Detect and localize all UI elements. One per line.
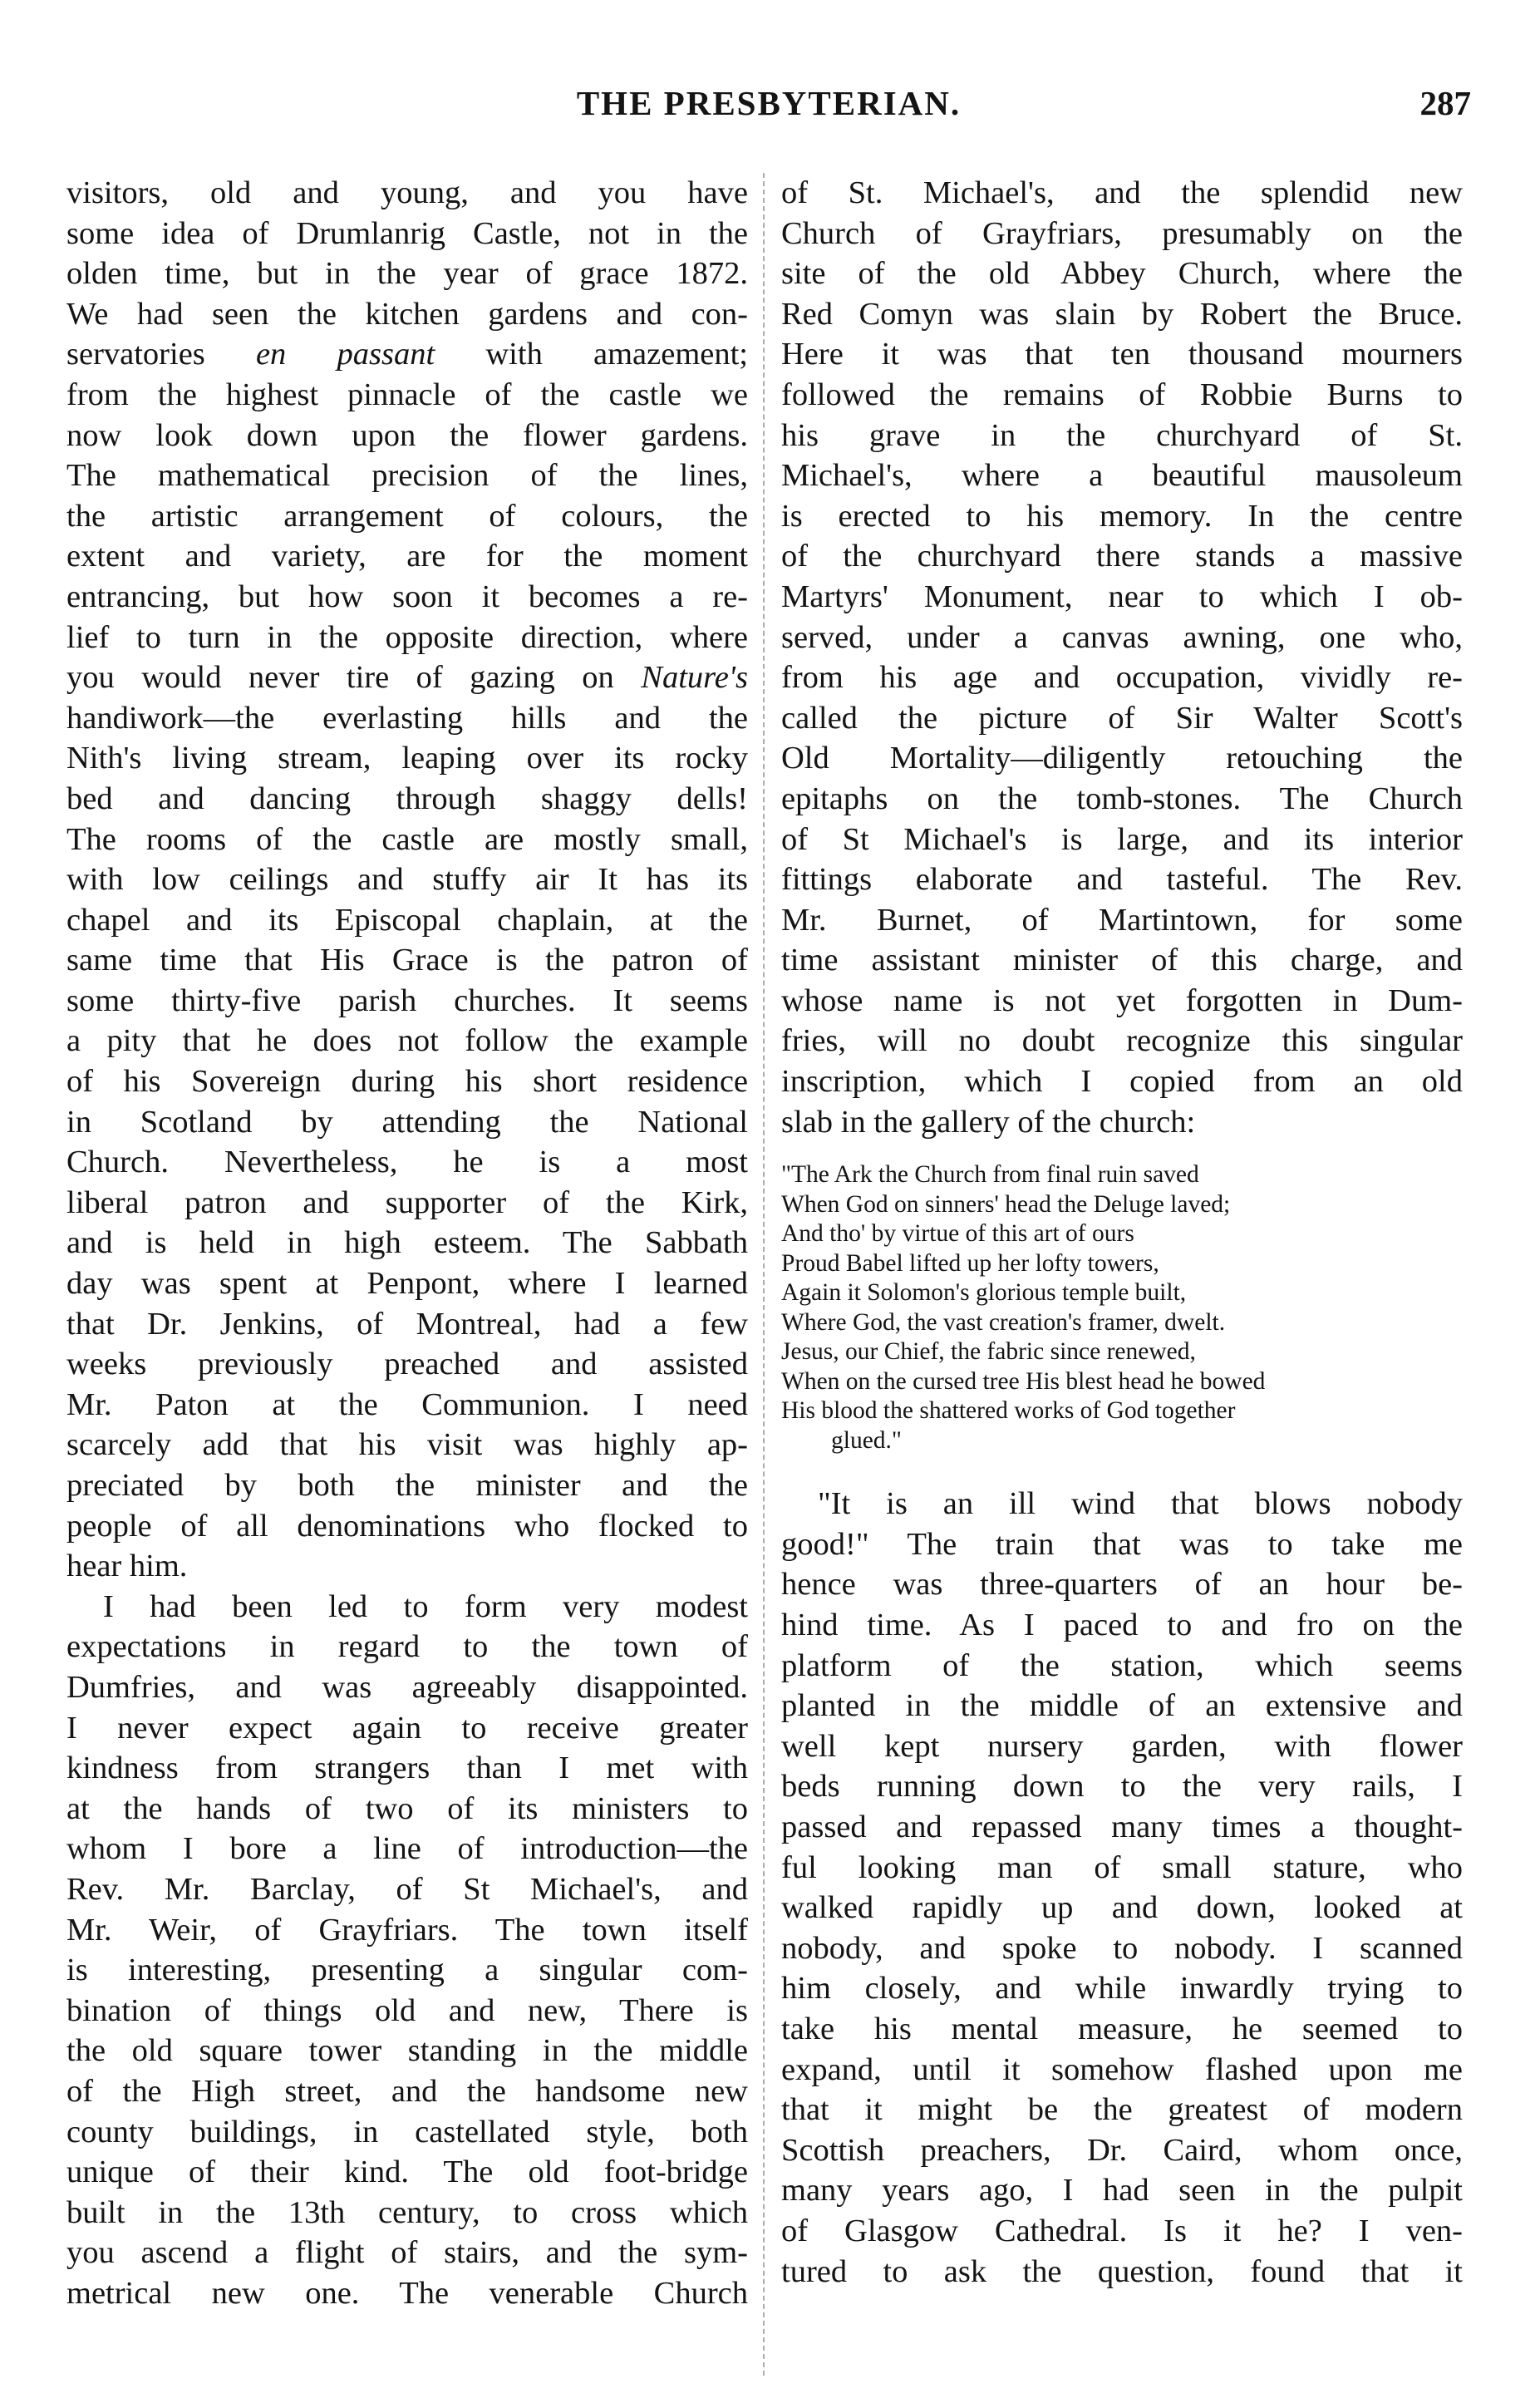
text-line: I had been led to form very modest	[103, 1588, 748, 1624]
text-line: kindness from strangers than I met with	[66, 1751, 748, 1786]
verse-line: When on the cursed tree His blest head he bowed	[781, 1367, 1266, 1395]
text-line: some thirty-five parish churches. It seems	[66, 982, 748, 1018]
verse-line: glued."	[831, 1426, 902, 1454]
text-line: Mr. Paton at the Communion. I need	[66, 1386, 748, 1422]
text-line: people of all denominations who flocked to	[66, 1508, 748, 1544]
text-line: Old Mortality—diligently retouching the	[781, 741, 1463, 776]
text-line: extent and variety, are for the moment	[66, 539, 748, 574]
text-line: scarcely add that his visit was highly ap-	[66, 1427, 748, 1463]
text-line: of his Sovereign during his short residence	[66, 1064, 748, 1100]
text-line: We had seen the kitchen gardens and con-	[66, 296, 748, 332]
text-line: Church. Nevertheless, he is a most	[66, 1145, 748, 1180]
text-line: I never expect again to receive greater	[66, 1710, 748, 1746]
text-line: whose name is not yet forgotten in Dum-	[781, 982, 1463, 1018]
right-column	[781, 173, 1463, 2292]
text-line: The mathematical precision of the lines,	[66, 458, 748, 494]
text-line: is interesting, presenting a singular com-	[66, 1952, 748, 1988]
text-line: a pity that he does not follow the example	[66, 1023, 748, 1059]
text-line: the artistic arrangement of colours, the	[66, 498, 748, 534]
text-line: day was spent at Penpont, where I learned	[66, 1266, 748, 1302]
emphasis: en passant	[255, 337, 435, 372]
text-line: Scottish preachers, Dr. Caird, whom once,	[781, 2132, 1463, 2168]
verse-line: Where God, the vast creation's framer, dwelt.	[781, 1308, 1226, 1336]
text-line: well kept nursery garden, with flower	[781, 1728, 1463, 1764]
text-line: Nith's living stream, leaping over its rocky	[66, 741, 748, 776]
text-line: the old square tower standing in the middle	[66, 2033, 748, 2069]
text-line: of Glasgow Cathedral. Is it he? I ven-	[781, 2213, 1463, 2248]
text-line: hear him.	[66, 1549, 188, 1584]
verse-line: His blood the shattered works of God together	[781, 1397, 1236, 1425]
text-line: Here it was that ten thousand mourners	[781, 337, 1463, 372]
text-line: some idea of Drumlanrig Castle, not in the	[66, 215, 748, 251]
page-number: 287	[1419, 84, 1471, 122]
text-line: from the highest pinnacle of the castle we	[66, 377, 748, 412]
running-title: THE PRESBYTERIAN.	[576, 84, 962, 122]
text-line: fries, will no doubt recognize this singular	[781, 1023, 1463, 1059]
text-line: now look down upon the flower gardens.	[66, 417, 748, 453]
text-line: followed the remains of Robbie Burns to	[781, 377, 1463, 412]
text-line: you ascend a flight of stairs, and the sym-	[66, 2235, 748, 2271]
text-line: Rev. Mr. Barclay, of St Michael's, and	[66, 1871, 748, 1907]
text-line: nobody, and spoke to nobody. I scanned	[781, 1930, 1463, 1966]
left-column	[66, 173, 748, 2313]
text-line: Mr. Weir, of Grayfriars. The town itself	[66, 1912, 748, 1948]
text-line: unique of their kind. The old foot-bridge	[66, 2154, 748, 2190]
text-line: of the churchyard there stands a massive	[781, 539, 1463, 574]
text-line: olden time, but in the year of grace 1872.	[66, 256, 748, 292]
text-line: epitaphs on the tomb-stones. The Church	[781, 781, 1463, 816]
text-line: weeks previously preached and assisted	[66, 1347, 748, 1382]
verse-line: And tho' by virtue of this art of ours	[781, 1220, 1134, 1248]
text-line: of St Michael's is large, and its interior	[781, 821, 1463, 857]
text-line: preciated by both the minister and the	[66, 1468, 748, 1503]
text-line: whom I bore a line of introduction—the	[66, 1831, 748, 1867]
emphasis: Nature's	[641, 660, 748, 696]
verse-quotation	[781, 1160, 1463, 1455]
text-line: The rooms of the castle are mostly small,	[66, 821, 748, 857]
text-line: that Dr. Jenkins, of Montreal, had a few	[66, 1306, 748, 1342]
text-line: lief to turn in the opposite direction, where	[66, 619, 748, 655]
text-line: at the hands of two of its ministers to	[66, 1790, 748, 1826]
text-line: bination of things old and new, There is	[66, 1992, 748, 2028]
text-line: county buildings, in castellated style, both	[66, 2114, 748, 2149]
text-line: tured to ask the question, found that it	[781, 2253, 1463, 2289]
text-line: planted in the middle of an extensive and	[781, 1688, 1463, 1724]
text-line: expectations in regard to the town of	[66, 1629, 748, 1665]
text-line: Martyrs' Monument, near to which I ob-	[781, 579, 1463, 614]
verse-line: Proud Babel lifted up her lofty towers,	[781, 1249, 1159, 1277]
text-line: entrancing, but how soon it becomes a re-	[66, 579, 748, 614]
page	[66, 83, 1471, 2377]
text-line: Church of Grayfriars, presumably on the	[781, 215, 1463, 251]
text-line: with low ceilings and stuffy air It has its	[66, 862, 748, 898]
text-line: take his mental measure, he seemed to	[781, 2011, 1463, 2046]
text-line: and is held in high esteem. The Sabbath	[66, 1225, 748, 1261]
text-line: passed and repassed many times a thought-	[781, 1810, 1463, 1844]
text-line: built in the 13th century, to cross which	[66, 2194, 748, 2230]
text-line: Mr. Burnet, of Martintown, for some	[781, 902, 1463, 938]
text-line: chapel and its Episcopal chaplain, at the	[66, 902, 748, 938]
text-line: of the High street, and the handsome new	[66, 2073, 748, 2109]
text-line: slab in the gallery of the church:	[781, 1104, 1196, 1140]
text-line: in Scotland by attending the National	[66, 1104, 748, 1140]
text-line: visitors, old and young, and you have	[66, 175, 748, 210]
text-line: time assistant minister of this charge, and	[781, 943, 1463, 978]
text-line: metrical new one. The venerable Church	[66, 2275, 748, 2311]
column-divider	[763, 173, 765, 2376]
paragraph	[66, 1587, 748, 2314]
verse-line: Jesus, our Chief, the fabric since renewed,	[781, 1338, 1196, 1366]
text-line: site of the old Abbey Church, where the	[781, 256, 1463, 292]
text-line: Dumfries, and was agreeably disappointed.	[66, 1669, 748, 1705]
text-line: Red Comyn was slain by Robert the Bruce.	[781, 296, 1463, 332]
text-line: Michael's, where a beautiful mausoleum	[781, 458, 1463, 494]
text-line: of St. Michael's, and the splendid new	[781, 175, 1463, 210]
text-line: is erected to his memory. In the centre	[781, 498, 1463, 534]
text-line: ful looking man of small stature, who	[781, 1849, 1463, 1885]
paragraph	[781, 1484, 1463, 2292]
text-line: platform of the station, which seems	[781, 1647, 1463, 1683]
text-line: bed and dancing through shaggy dells!	[66, 781, 748, 816]
text-line: from his age and occupation, vividly re-	[781, 660, 1463, 696]
text-line: liberal patron and supporter of the Kirk,	[66, 1184, 748, 1220]
text-line: served, under a canvas awning, one who,	[781, 619, 1463, 655]
text-line: same time that His Grace is the patron of	[66, 943, 748, 978]
text-line: expand, until it somehow flashed upon me	[781, 2051, 1463, 2087]
text-line: "It is an ill wind that blows nobody	[818, 1486, 1463, 1522]
verse-line: "The Ark the Church from final ruin saved	[781, 1161, 1199, 1189]
text-line: walked rapidly up and down, looked at	[781, 1890, 1463, 1926]
text-line: beds running down to the very rails, I	[781, 1769, 1463, 1805]
paragraph	[781, 173, 1463, 1142]
text-line: inscription, which I copied from an old	[781, 1064, 1463, 1100]
text-line: many years ago, I had seen in the pulpit	[781, 2173, 1463, 2209]
verse-line: Again it Solomon's glorious temple built,	[781, 1279, 1187, 1307]
text-line: handiwork—the everlasting hills and the	[66, 700, 748, 736]
text-line: you would never tire of gazing on Nature's	[66, 660, 748, 696]
running-header	[66, 83, 1471, 141]
text-line: him closely, and while inwardly trying to	[781, 1971, 1463, 2007]
text-line: hence was three-quarters of an hour be-	[781, 1567, 1463, 1603]
verse-line: When God on sinners' head the Deluge laved;	[781, 1190, 1231, 1218]
paragraph	[66, 173, 748, 1587]
text-line: that it might be the greatest of modern	[781, 2092, 1463, 2128]
text-columns	[66, 173, 1471, 2376]
text-line: servatories en passant with amazement;	[66, 337, 748, 372]
spacer	[781, 1455, 1463, 1484]
text-line: his grave in the churchyard of St.	[781, 417, 1463, 453]
text-line: good!" The train that was to take me	[781, 1526, 1463, 1562]
text-line: hind time. As I paced to and fro on the	[781, 1608, 1463, 1643]
text-line: called the picture of Sir Walter Scott's	[781, 700, 1463, 736]
text-line: fittings elaborate and tasteful. The Rev.	[781, 862, 1463, 898]
